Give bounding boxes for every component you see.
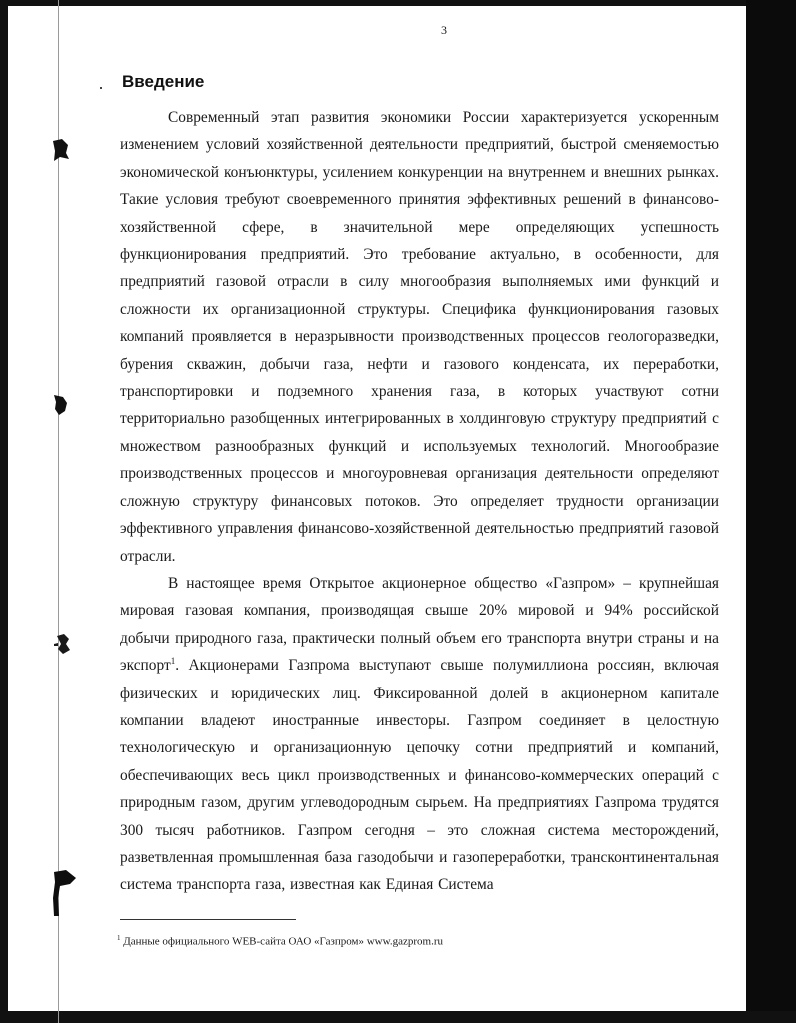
footnote-mark: 1 bbox=[117, 934, 121, 942]
paragraph-1 bbox=[120, 104, 719, 570]
section-heading: Введение bbox=[122, 72, 205, 91]
paragraph-2-text-cont: . Акционерами Газпрома выступают свыше полумиллиона россиян, включая физических и юридических лиц. Фиксированной долей в акционерном капитале компании владеют иностранные инвесторы. Газпром соединяет в целостную технологическую и организационную цепочку сотни предприятий и компаний, обеспечивающих весь цикл производственных и финансово-коммерческих операций с природным газом, другим углеводородным сырьем. На предприятиях Газпрома трудятся 300 тысяч работников. Газпром сегодня – это сложная система месторождений, разветвленная промышленная база газодобычи и газопереработки, трансконтинентальная система транспорта газа, известная как Единая Система bbox=[120, 657, 719, 894]
scan-border-left bbox=[0, 0, 8, 1023]
body-text bbox=[120, 104, 719, 899]
scan-border-right bbox=[746, 0, 796, 1023]
footnote-separator bbox=[120, 919, 296, 920]
binding-hole-mark-1 bbox=[50, 137, 72, 163]
page-number: 3 bbox=[441, 23, 447, 37]
paragraph-1-text: Современный этап развития экономики России характеризуется ускоренным изменением условий хозяйственной деятельности предприятий, быстрой сменяемостью экономической конъюнктуры, усилением конкуренции на внутреннем и внешних рынках. Такие условия требуют своевременного принятия эффективных решений в финансово-хозяйственной сфере, в значительной мере определяющих успешность функционирования предприятий. Это требование актуально, в особенности, для предприятий газовой отрасли в силу многообразия выполняемых ими функций и сложности их организационной структуры. Специфика функционирования газовых компаний проявляется в неразрывности производственных процессов геологоразведки, бурения скважин, добычи газа, нефти и газового конденсата, их переработки, транспортировки и подземного хранения газа, в которых участвуют сотни территориально разобщенных интегрированных в холдинговую структуру предприятий с множеством разнообразных функций и используемых технологий. Многообразие производственных процессов и многоуровневая организация деятельности определяют сложную структуру финансовых потоков. Это определяет трудности организации эффективного управления финансово-хозяйственной деятельностью предприятий газовой отрасли. bbox=[120, 109, 719, 565]
paragraph-2 bbox=[120, 570, 719, 899]
footnote bbox=[117, 934, 443, 948]
binding-hole-mark-3 bbox=[52, 632, 74, 658]
footnote-reference: 1 bbox=[170, 656, 176, 666]
footnote-text: Данные официального WEB-сайта ОАО «Газпром» www.gazprom.ru bbox=[120, 935, 443, 948]
paragraph-2-text: В настоящее время Открытое акционерное общество «Газпром» – крупнейшая мировая газовая компания, производящая свыше 20% мировой и 94% российской добычи природного газа, практически полный объем его транспорта внутри страны и на экспорт bbox=[120, 574, 719, 675]
scan-border-bottom bbox=[0, 1011, 796, 1023]
scan-speck bbox=[100, 87, 102, 89]
binding-hole-mark-4 bbox=[46, 868, 78, 918]
binding-hole-mark-2 bbox=[50, 392, 72, 418]
